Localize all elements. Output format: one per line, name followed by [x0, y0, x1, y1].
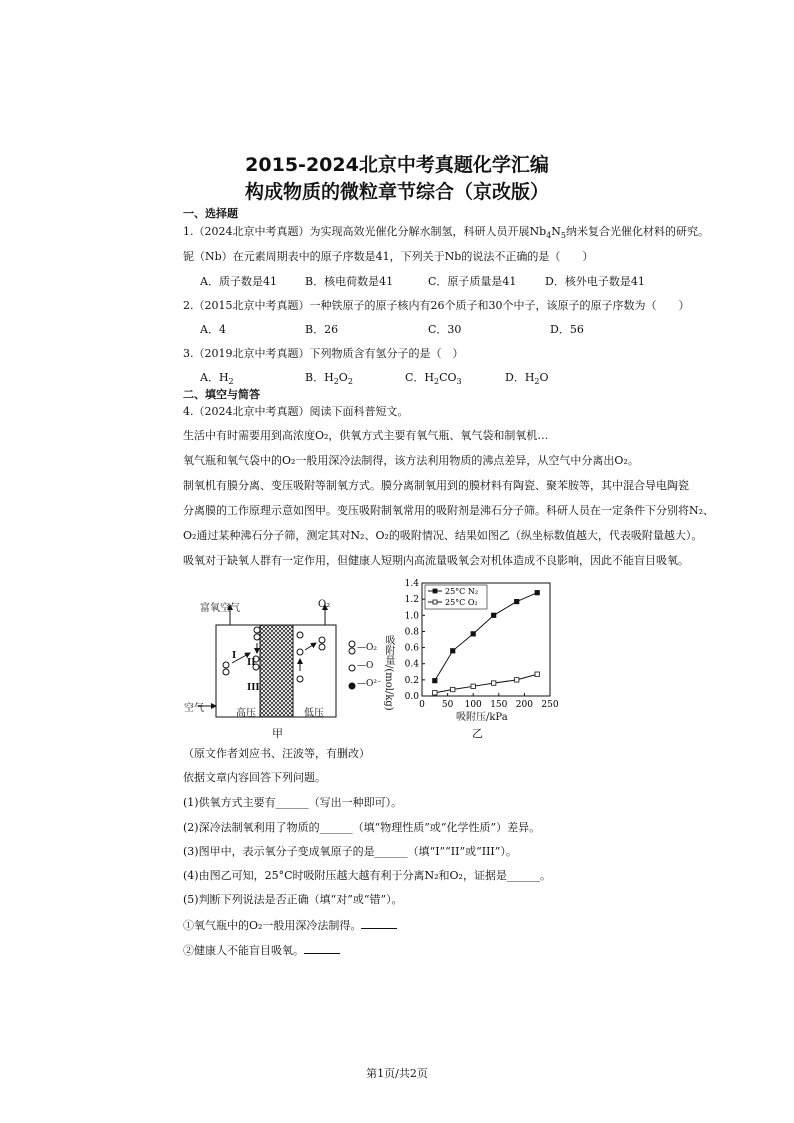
data-point-0: [433, 678, 437, 682]
y-tick-label: 0.0: [404, 692, 419, 702]
q4-sub1: (1)供氧方式主要有______（写出一种即可）。: [183, 796, 403, 809]
legend-marker-0: [433, 589, 437, 593]
q4-para1: 生活中有时需要用到高浓度O₂，供氧方式主要有氧气瓶、氧气袋和制氧机…: [183, 429, 549, 442]
q4-sub5b: ②健康人不能盲目吸氧。: [183, 942, 340, 958]
q3-option-d: D．$H_2O$: [505, 371, 549, 387]
q1-option-c: C．原子质量是41: [428, 275, 517, 288]
q4-sub3: (3)图甲中，表示氧分子变成氧原子的是______（填“I”“II”或“III”）。: [183, 845, 517, 858]
q2-option-c: C．30: [428, 323, 462, 336]
legend-marker-1: [433, 600, 437, 604]
q4-instructions: 依据文章内容回答下列问题。: [183, 771, 326, 784]
y-tick-label: 0.8: [404, 627, 419, 638]
x-tick-label: 0: [419, 700, 425, 710]
data-point-0: [515, 599, 519, 603]
doc-title-line2: 构成物质的微粒章节综合（京改版）: [244, 181, 549, 203]
y-tick-label: 1.2: [404, 595, 419, 606]
data-point-1: [433, 691, 437, 695]
x-tick-label: 250: [541, 700, 559, 710]
q2-option-d: D．56: [550, 323, 584, 336]
q1-sub5: 5: [560, 231, 566, 241]
y-tick-label: 0.2: [404, 675, 419, 686]
y-tick-label: 1.0: [404, 611, 419, 622]
answer-blank-5a[interactable]: [361, 918, 397, 929]
q4-para4: 吸氧对于缺氧人群有一定作用，但健康人短期内高流量吸氧会对机体造成不良影响，因此不能盲目吸氧。: [183, 554, 689, 567]
q4-source: （原文作者刘应书、汪波等，有删改）: [183, 747, 370, 760]
data-point-1: [515, 678, 519, 682]
legend-o: —O: [357, 661, 374, 671]
label-low-pressure: 低压: [304, 708, 324, 719]
data-point-0: [491, 613, 495, 617]
label-roman-3: III: [247, 683, 260, 693]
q1-stem: [183, 223, 709, 240]
label-o2-out: O₂: [318, 599, 331, 610]
q2-option-b: B．26: [305, 323, 339, 336]
q1-stem2: 铌（Nb）在元素周期表中的原子序数是41，下列关于Nb的说法不正确的是（ ）: [183, 250, 594, 263]
q3-option-c: C．$H_2CO_3$: [405, 371, 462, 387]
q1-option-d: D．核外电子数是41: [545, 275, 645, 288]
q3-stem: 3.（2019北京中考真题）下列物质含有氢分子的是（ ）: [183, 347, 464, 360]
q1-sub4: 4: [546, 231, 552, 241]
q4-stem: 4.（2024北京中考真题）阅读下面科普短文。: [183, 405, 409, 418]
data-point-1: [491, 681, 495, 685]
legend-label-0: 25°C N₂: [445, 587, 479, 596]
q4-sub5a: ①氧气瓶中的O₂一般用深冷法制得。: [183, 917, 397, 933]
q3-option-b: B．$H_2O_2$: [305, 371, 353, 387]
q2-option-a: A．4: [200, 323, 226, 336]
legend-o2minus: —O²⁻: [357, 679, 382, 689]
data-point-1: [535, 672, 539, 676]
figure-jia-caption: 甲: [272, 727, 283, 740]
membrane: [260, 625, 293, 717]
chart-ylabel: 吸附量/(mol/kg): [383, 635, 394, 711]
figure-jia: [180, 595, 380, 745]
q1-stem-a: 1.（2024北京中考真题）为实现高效光催化分解水制氢，科研人员开展Nb: [183, 225, 547, 238]
section-heading-fill: 二、填空与简答: [183, 388, 260, 401]
label-roman-1: I: [232, 651, 237, 661]
q3-option-a: A．$H_2$: [200, 371, 234, 387]
q1-option-a: A．质子数是41: [200, 275, 277, 288]
x-tick-label: 50: [441, 700, 454, 710]
q1-stem-b: 纳米复合光催化材料的研究。: [565, 225, 709, 238]
label-air: 空气: [184, 703, 204, 714]
data-point-0: [471, 632, 475, 636]
q4-para2: 氧气瓶和氧气袋中的O₂一般用深冷法制得，该方法利用物质的沸点差异，从空气中分离出O₂。: [183, 454, 639, 467]
data-point-0: [535, 590, 539, 594]
page-footer: 第1页/共2页: [366, 1067, 428, 1080]
data-point-1: [451, 687, 455, 691]
q2-stem: 2.（2015北京中考真题）一种铁原子的原子核内有26个质子和30个中子，该原子的原子序数为（ ）: [183, 299, 690, 312]
q1-option-b: B．核电荷数是41: [305, 275, 394, 288]
legend-label-1: 25°C O₂: [445, 598, 478, 607]
q4-sub2: (2)深冷法制氧利用了物质的______（填“物理性质”或“化学性质”）差异。: [183, 821, 541, 834]
y-tick-label: 0.6: [404, 643, 419, 654]
y-tick-label: 1.4: [404, 579, 419, 589]
x-tick-label: 200: [515, 700, 533, 710]
chart-xlabel: 吸附压/kPa: [456, 712, 508, 723]
q4-para3b: 分离膜的工作原理示意如图甲。变压吸附制氧常用的吸附剂是沸石分子筛。科研人员在一定条件下分别将N₂、: [183, 504, 715, 517]
legend-o2: —O₂: [357, 643, 377, 653]
data-point-1: [471, 684, 475, 688]
label-roman-2: II: [247, 658, 256, 668]
answer-blank-5b[interactable]: [304, 943, 340, 954]
chart-plot-frame: [422, 583, 550, 696]
y-tick-label: 0.4: [404, 659, 419, 670]
label-high-pressure: 高压: [236, 708, 256, 719]
label-rich-air: 富氧空气: [200, 603, 240, 614]
x-tick-label: 100: [464, 700, 482, 710]
data-point-0: [451, 649, 455, 653]
q4-sub4: (4)由图乙可知，25°C时吸附压越大越有利于分离N₂和O₂，证据是______。: [183, 869, 551, 882]
q4-para3c: O₂通过某种沸石分子筛，测定其对N₂、O₂的吸附情况、结果如图乙（纵坐标数值越大，代表吸附量越大）。: [183, 529, 703, 542]
q4-para3a: 制氧机有膜分离、变压吸附等制氧方式。膜分离制氧用到的膜材料有陶瓷、聚苯胺等，其中混合导电陶瓷: [183, 479, 689, 492]
doc-title-line1: 2015-2024北京中考真题化学汇编: [245, 154, 549, 176]
chart-caption: 乙: [472, 727, 483, 740]
figure-yi-chart: [380, 575, 560, 755]
x-tick-label: 150: [490, 700, 508, 710]
section-heading-choice: 一、选择题: [183, 207, 238, 220]
q1-mid: N: [551, 225, 561, 238]
q4-sub5: (5)判断下列说法是否正确（填“对”或“错”）。: [183, 893, 403, 906]
